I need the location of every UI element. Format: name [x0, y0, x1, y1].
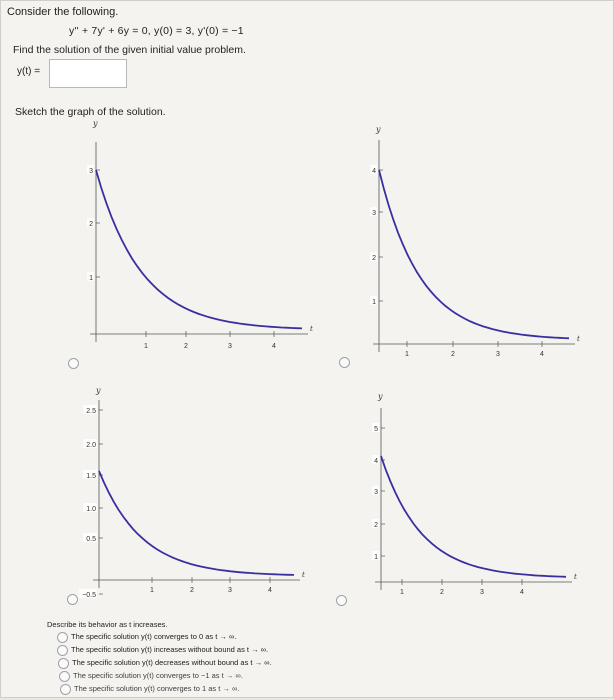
y-tick-label: 2: [372, 255, 376, 262]
behavior-option-3: The specific solution y(t) decreases without bound as t → ∞.: [72, 658, 272, 667]
x-axis-label: t: [574, 573, 577, 581]
behavior-radio-5[interactable]: [60, 684, 71, 695]
behavior-option-1: The specific solution y(t) converges to 0 as t → ∞.: [71, 632, 237, 641]
y-tick-label: 1.5: [86, 473, 96, 480]
x-tick-label: 2: [184, 343, 188, 350]
x-axis-label: t: [302, 571, 305, 579]
x-tick-label: 3: [228, 343, 232, 350]
y-tick-label: 4: [372, 168, 376, 175]
graph-option-c: [80, 388, 316, 612]
x-tick-label: 3: [480, 589, 484, 596]
y-tick-label: 1.0: [86, 506, 96, 513]
behavior-radio-1[interactable]: [57, 632, 68, 643]
graph-a-radio[interactable]: [68, 358, 79, 369]
x-tick-label: 1: [400, 589, 404, 596]
x-tick-label: 4: [520, 589, 524, 596]
y-tick-label: 1: [374, 554, 378, 561]
x-tick-label: 3: [496, 351, 500, 358]
x-tick-label: 4: [268, 587, 272, 594]
y-axis-label: y: [378, 392, 383, 401]
x-tick-label: 2: [440, 589, 444, 596]
graph-option-a: [82, 118, 332, 350]
solution-curve: [381, 456, 566, 577]
solution-curve: [99, 471, 294, 575]
x-axis-label: t: [310, 325, 313, 333]
graph-c-radio[interactable]: [67, 594, 78, 605]
answer-input[interactable]: [49, 59, 127, 88]
x-tick-label: 1: [144, 343, 148, 350]
y-tick-label: 3: [374, 489, 378, 496]
y-tick-label: 3: [372, 210, 376, 217]
y-tick-label: 1: [372, 299, 376, 306]
behavior-option-4: The specific solution y(t) converges to −1 as t → ∞.: [73, 671, 243, 680]
behavior-option-5: The specific solution y(t) converges to 1 as t → ∞.: [74, 684, 240, 693]
y-tick-label: 2: [89, 221, 93, 228]
behavior-radio-2[interactable]: [57, 645, 68, 656]
x-tick-label: 3: [228, 587, 232, 594]
x-tick-label: 1: [405, 351, 409, 358]
x-axis-label: t: [577, 335, 580, 343]
solution-curve: [379, 170, 569, 338]
y-axis-label: y: [96, 386, 101, 395]
y-tick-label: 0.5: [86, 536, 96, 543]
graph-b-radio[interactable]: [339, 357, 350, 368]
y-axis-label: y: [376, 125, 381, 134]
behavior-option-2: The specific solution y(t) increases without bound as t → ∞.: [71, 645, 269, 654]
graph-d-radio[interactable]: [336, 595, 347, 606]
solution-curve: [96, 170, 302, 328]
x-tick-label: 2: [190, 587, 194, 594]
behavior-radio-4[interactable]: [59, 671, 70, 682]
y-tick-label: 2.0: [86, 442, 96, 449]
sketch-prompt: Sketch the graph of the solution.: [15, 106, 166, 118]
y-tick-label: 2.5: [86, 408, 96, 415]
x-tick-label: 4: [540, 351, 544, 358]
y-tick-label: 4: [374, 458, 378, 465]
y-tick-label: 5: [374, 426, 378, 433]
behavior-radio-3[interactable]: [58, 658, 69, 669]
intro-text: Consider the following.: [7, 6, 119, 18]
answer-label: y(t) =: [17, 66, 41, 77]
graph-option-b: [355, 122, 587, 358]
x-tick-label: 2: [451, 351, 455, 358]
y-tick-label: 1: [89, 275, 93, 282]
y-tick-label: 3: [89, 168, 93, 175]
y-tick-label: 2: [374, 522, 378, 529]
y-tick-label: −0.5: [82, 592, 96, 599]
differential-equation: y'' + 7y' + 6y = 0, y(0) = 3, y'(0) = −1: [69, 25, 244, 37]
behavior-prompt: Describe its behavior as t increases.: [47, 620, 168, 629]
graph-option-d: [352, 392, 584, 606]
x-tick-label: 1: [150, 587, 154, 594]
instruction-text: Find the solution of the given initial value problem.: [13, 44, 246, 56]
y-axis-label: y: [93, 119, 98, 128]
x-tick-label: 4: [272, 343, 276, 350]
